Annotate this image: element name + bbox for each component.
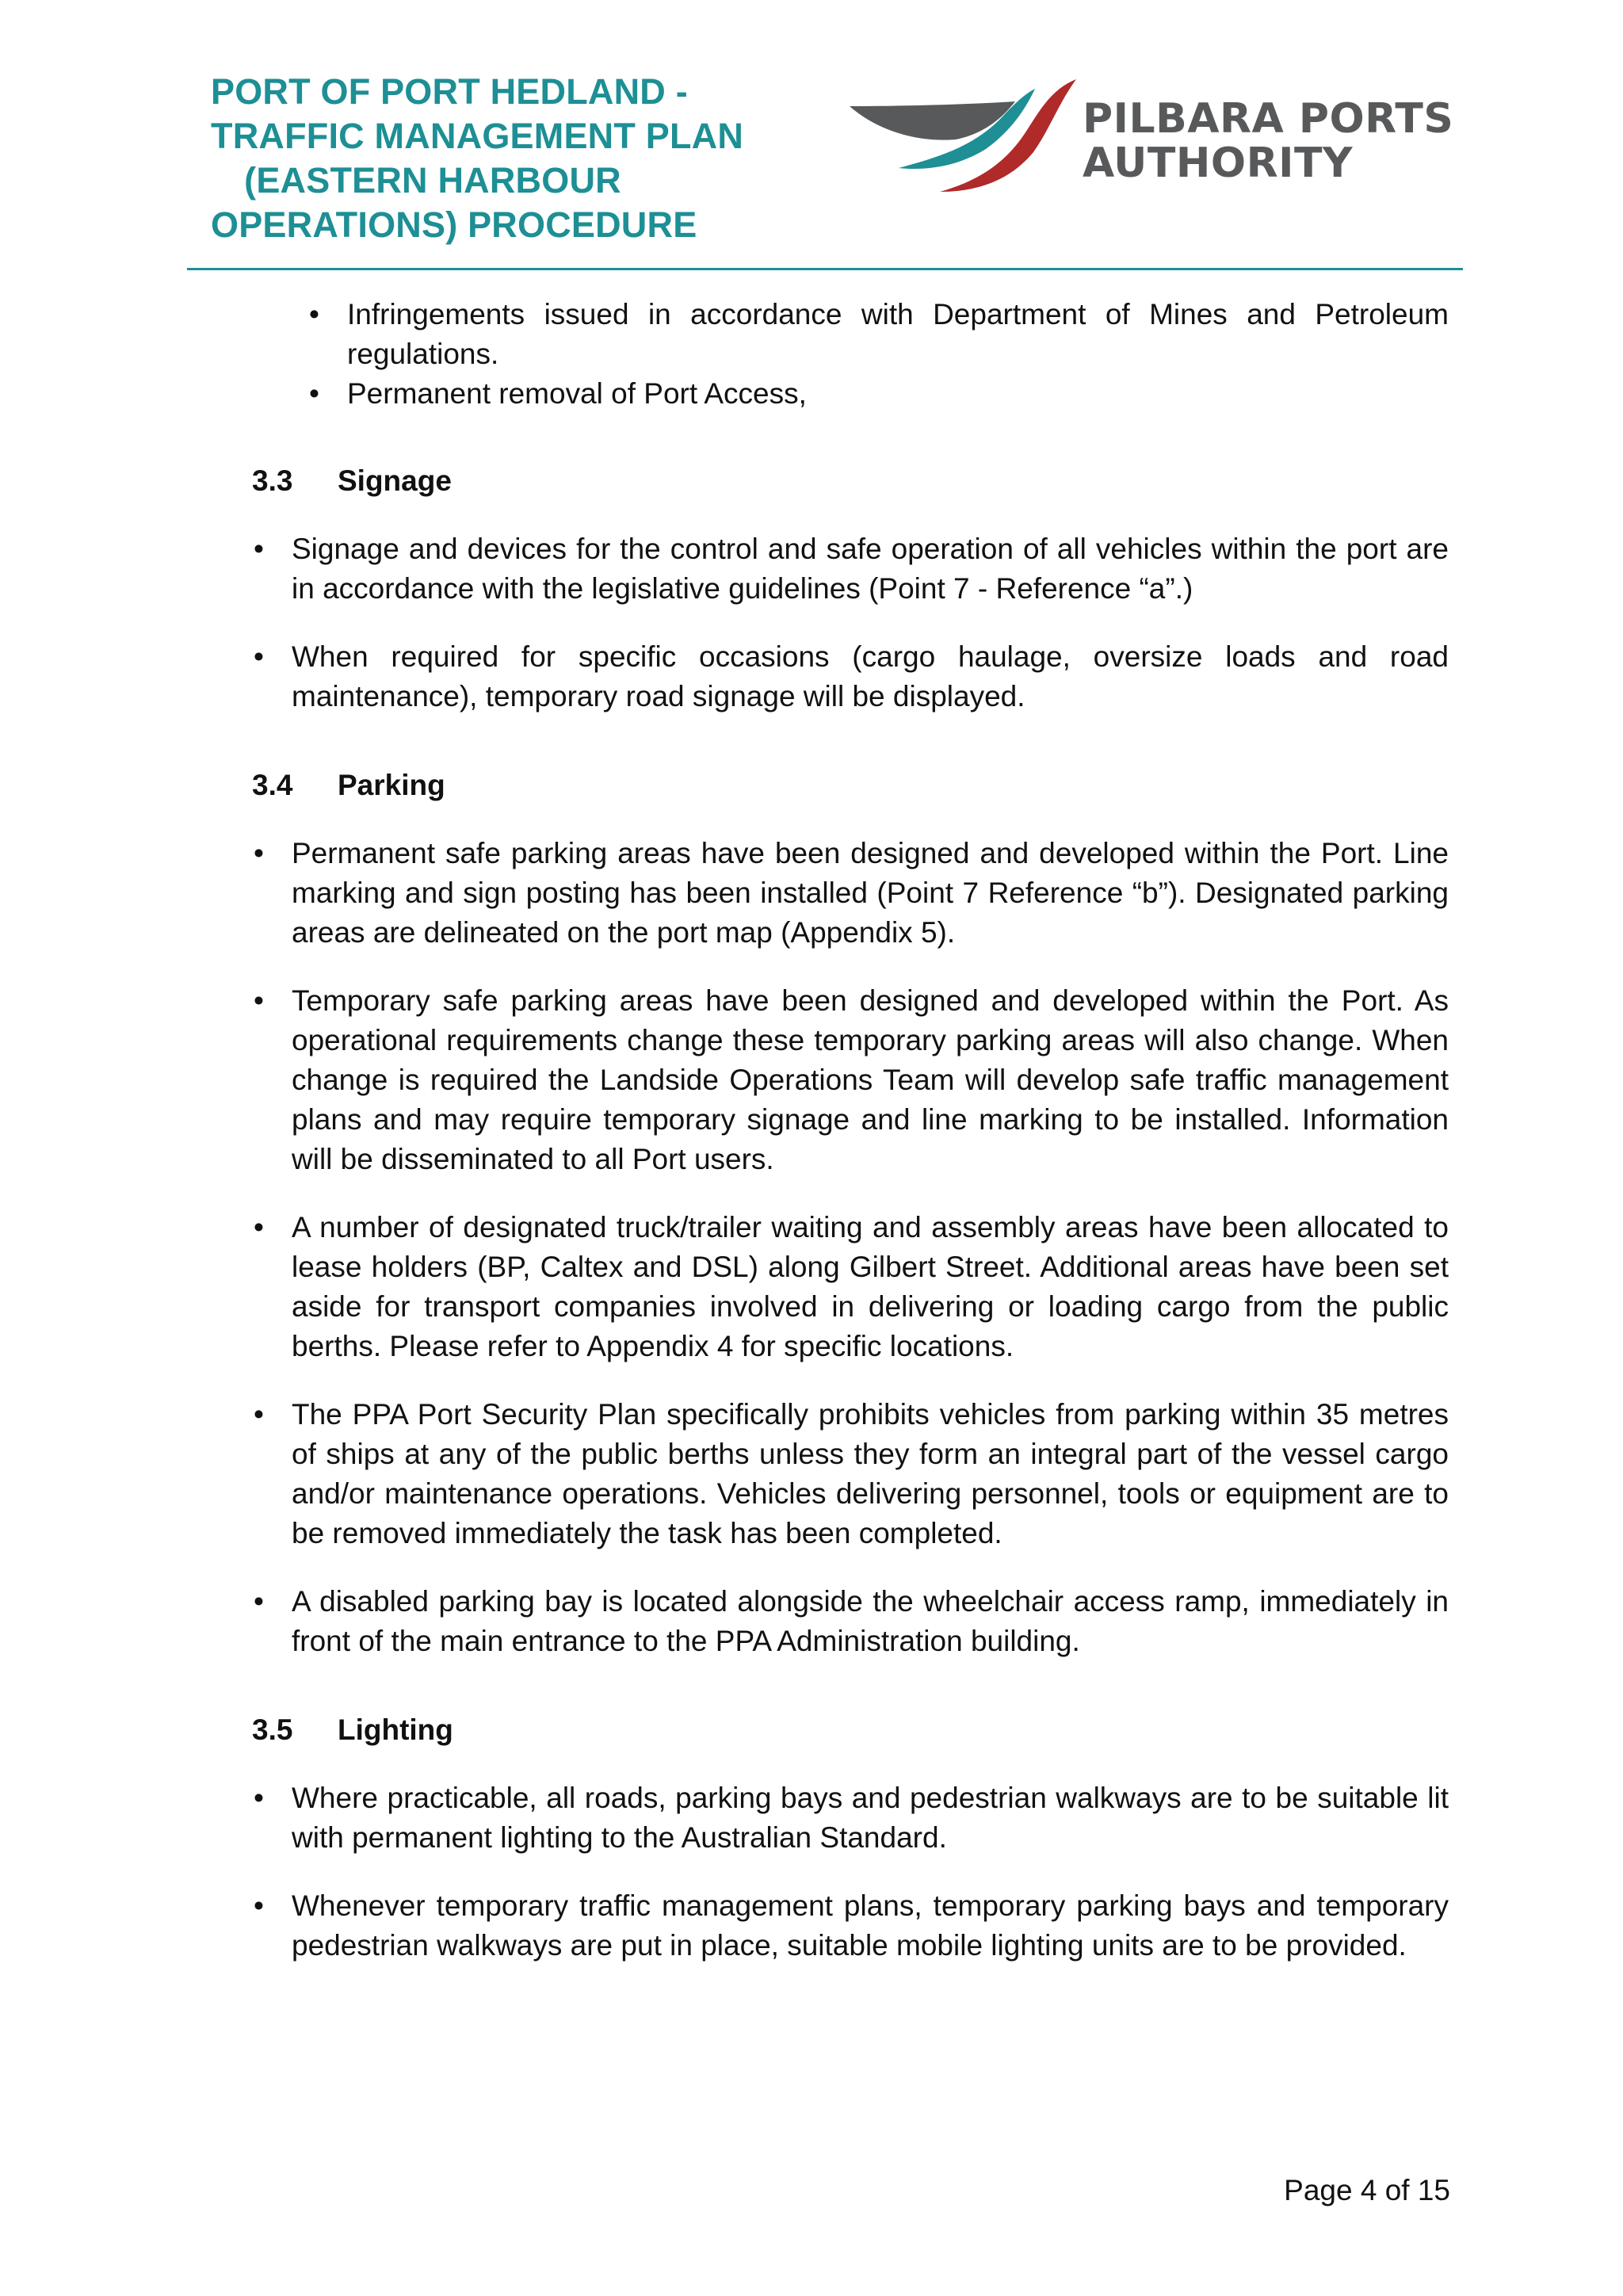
section-number: 3.5 xyxy=(252,1713,293,1746)
list-item: • Permanent removal of Port Access, xyxy=(347,374,1449,414)
section-lighting xyxy=(252,1710,1449,1966)
section-title: Parking xyxy=(338,769,445,801)
header-divider xyxy=(187,268,1463,270)
list-item: • Whenever temporary traffic management plans, temporary parking bays and temporary pedestrian walkways are put in place, suitable mobile lighting units are to be provided. xyxy=(292,1886,1449,1966)
list-item: • A number of designated truck/trailer waiting and assembly areas have been allocated to lease holders (BP, Caltex and DSL) along Gilbert Street. Additional areas have been set aside for transport companies involved in delivering or loading cargo from the public berths. Please refer to Appendix 4 for specific locations. xyxy=(292,1208,1449,1366)
section-number: 3.4 xyxy=(252,769,293,801)
section-number: 3.3 xyxy=(252,464,293,497)
section-heading xyxy=(252,1710,1449,1750)
logo-wordmark xyxy=(1083,97,1453,185)
list-item: • Where practicable, all roads, parking bays and pedestrian walkways are to be suitable lit with permanent lighting to the Australian Standard. xyxy=(292,1778,1449,1858)
document-title-line: PORT OF PORT HEDLAND - xyxy=(211,71,688,112)
document-title xyxy=(211,70,744,247)
intro-bullet-list xyxy=(252,295,1449,414)
list-item: • Permanent safe parking areas have been designed and developed within the Port. Line marking and sign posting has been installed (Point 7 Reference “b”). Designated parking areas are delineated on the port map (Appendix 5). xyxy=(292,834,1449,953)
list-item: • A disabled parking bay is located alongside the wheelchair access ramp, immediately in front of the main entrance to the PPA Administration building. xyxy=(292,1582,1449,1661)
document-title-line: (EASTERN HARBOUR xyxy=(244,160,621,201)
section-heading xyxy=(252,461,1449,501)
page-number: Page 4 of 15 xyxy=(1284,2174,1450,2206)
logo-text-line: PILBARA PORTS xyxy=(1083,95,1454,143)
document-title-line: OPERATIONS) PROCEDURE xyxy=(211,204,697,245)
section-bullet-list xyxy=(252,529,1449,716)
list-item: • The PPA Port Security Plan specifically prohibits vehicles from parking within 35 metres of ships at any of the public berths unless they form an integral part of the vessel cargo and/or maintenance operations. Vehicles delivering personnel, tools or equipment are to be removed immediately the task has been completed. xyxy=(292,1395,1449,1553)
list-item: • Infringements issued in accordance with Department of Mines and Petroleum regulations. xyxy=(347,295,1449,374)
section-heading xyxy=(252,766,1449,805)
section-bullet-list xyxy=(252,1778,1449,1966)
pilbara-ports-logo xyxy=(845,74,1463,193)
logo-text-line: AUTHORITY xyxy=(1083,139,1354,187)
document-body xyxy=(252,295,1449,1994)
section-title: Signage xyxy=(338,464,452,497)
section-title: Lighting xyxy=(338,1713,453,1746)
page-header xyxy=(187,70,1463,245)
section-bullet-list xyxy=(252,834,1449,1661)
list-item: • Temporary safe parking areas have been designed and developed within the Port. As operational requirements change these temporary parking areas will also change. When change is required the Landside Operations Team will develop safe traffic management plans and may require temporary signage and line marking to be installed. Information will be disseminated to all Port users. xyxy=(292,981,1449,1179)
list-item: • Signage and devices for the control and safe operation of all vehicles within the port are in accordance with the legislative guidelines (Point 7 - Reference “a”.) xyxy=(292,529,1449,609)
logo-swoosh-icon xyxy=(845,74,1083,193)
document-title-line: TRAFFIC MANAGEMENT PLAN xyxy=(211,116,744,156)
section-signage xyxy=(252,461,1449,716)
section-parking xyxy=(252,766,1449,1661)
list-item: • When required for specific occasions (cargo haulage, oversize loads and road maintenance), temporary road signage will be displayed. xyxy=(292,637,1449,716)
